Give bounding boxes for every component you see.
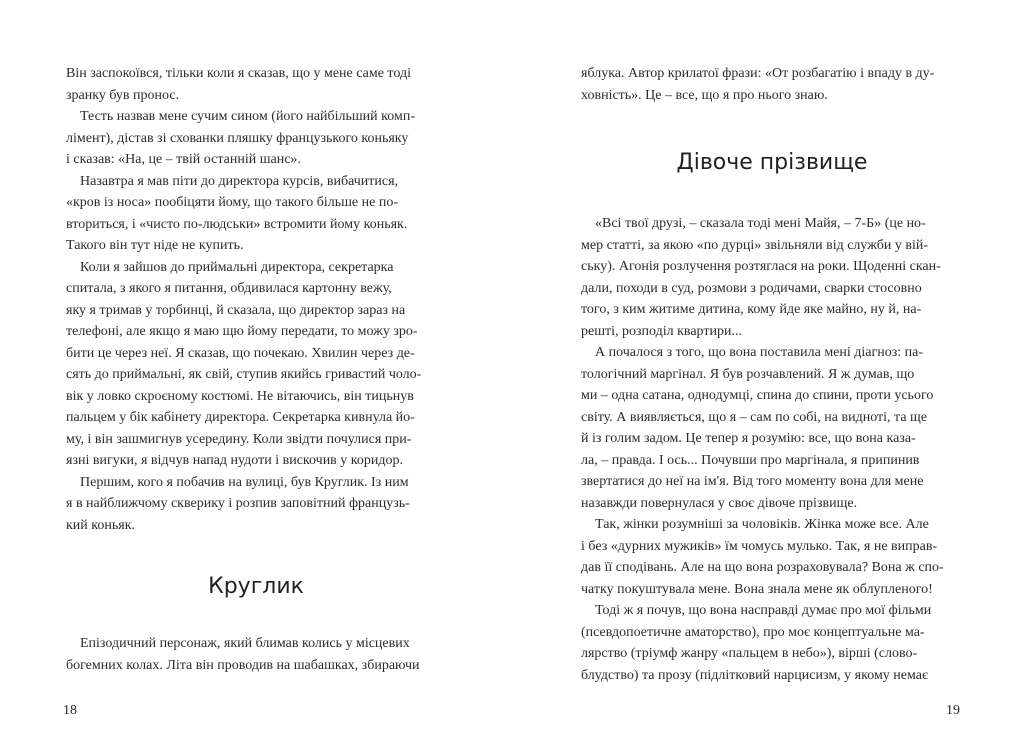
text-line: решті, розподіл квартири... — [581, 323, 742, 339]
text-line: світу. А виявляється, що я – сам по собі, на видноті, та ще — [581, 409, 928, 425]
text-line: кий коньяк. — [66, 517, 135, 533]
text-line: (псевдопоетичне аматорство), про моє концептуальне ма- — [581, 624, 925, 640]
text-line: богемних колах. Літа він проводив на шабашках, збираючи — [66, 657, 420, 673]
page-number-left: 18 — [63, 703, 77, 718]
text-line: тологічний маргінал. Я був розчавлений. Я ж думав, що — [581, 366, 915, 382]
right-top-text — [581, 63, 963, 106]
text-line: вториться, і «чисто по-людськи» встромити йому коньяк. — [66, 216, 408, 232]
text-line: му, і він зашмигнув усередину. Коли звідти почулися при- — [66, 431, 412, 447]
text-line: й із голим задом. Це тепер я розумію: все, що вона каза- — [581, 431, 916, 446]
text-line: і сказав: «На, це – твій останній шанс». — [66, 152, 301, 167]
text-line: я в найближчому скверику і розпив заповітний французь- — [66, 496, 410, 511]
text-line: вік у ловко скроєному костюмі. Не вітаючись, він тицьнув — [66, 388, 414, 404]
text-line: ла, – правда. І ось... Почувши про маргінала, я припинив — [581, 452, 920, 468]
text-line: ховність». Це – все, що я про нього знаю. — [581, 87, 828, 103]
text-line: Коли я зайшов до приймальні директора, секретарка — [66, 259, 394, 275]
text-line: «Всі твої друзі, – сказала тоді мені Майя, – 7-Б» (це но- — [581, 216, 926, 231]
text-line: дав її сподівань. Але на що вона розраховувала? Вона ж спо- — [581, 560, 944, 575]
text-line: спитала, з якого я питання, обдивилася картонну вежу, — [66, 281, 392, 296]
section-heading-divoche-prizvyshche: Дівоче прізвище — [676, 150, 868, 175]
text-line: яку я тримав у торбинці, й сказала, що директор зараз на — [66, 302, 406, 318]
text-line: пальцем у бік кабінету директора. Секретарка кивнула йо- — [66, 410, 415, 425]
page-number-right: 19 — [946, 703, 960, 718]
text-line: бити це через неї. Я сказав, що почекаю. Хвилин через де- — [66, 345, 415, 361]
text-line: блудство) та прозу (підлітковий нарцисизм, у якому немає — [581, 667, 928, 683]
text-line: Назавтра я мав піти до директора курсів, вибачитися, — [66, 173, 399, 189]
text-line: ську). Агонія розлучення розтяглася на роки. Щоденні скан- — [581, 259, 941, 274]
section-heading-kruhlyk: Круглик — [208, 574, 304, 599]
text-line: лярство (тріумф жанру «пальцем в небо»), вірші (слово- — [581, 646, 918, 661]
text-line: сять до приймальні, як свій, ступив якийсь гривастий чоло- — [66, 367, 422, 382]
text-line: Такого він тут ніде не купить. — [66, 238, 244, 253]
text-line: того, з ким житиме дитина, кому йде яке майно, ну й, на- — [581, 302, 922, 317]
text-line: назавжди повернулася у своє дівоче прізвище. — [581, 495, 858, 511]
text-line: дали, походи в суд, розмови з родичами, сварки стосовно — [581, 280, 922, 296]
text-line: яблука. Автор крилатої фрази: «От розбагатію і впаду в ду- — [581, 66, 935, 81]
text-line: Першим, кого я побачив на вулиці, був Круглик. Із ним — [66, 474, 409, 490]
text-line: Так, жінки розумніші за чоловіків. Жінка може все. Але — [581, 517, 929, 532]
text-line: звертатися до неї на ім'я. Від того моменту вона для мене — [581, 474, 924, 489]
text-line: лімент), дістав зі схованки пляшку французького коньяку — [66, 130, 409, 146]
text-line: ми – одна сатана, однодумці, спина до спини, проти усього — [581, 388, 934, 403]
text-line: телефоні, але якщо я маю щю йому передати, то можу зро- — [66, 324, 418, 339]
right-page — [512, 0, 1024, 752]
right-body-text — [581, 213, 963, 686]
text-line: язні вигуки, я відчув напад нудоти і вискочив у коридор. — [66, 453, 403, 468]
left-body-text — [66, 63, 446, 536]
text-line: і без «дурних мужиків» їм чомусь мулько. Так, я не виправ- — [581, 538, 938, 554]
text-line: Він заспокоївся, тільки коли я сказав, що у мене саме тоді — [66, 66, 411, 81]
text-line: мер статті, за якою «по дурці» звільняли від служби у вій- — [581, 237, 928, 253]
text-line: Тоді ж я почув, що вона насправді думає про мої фільми — [581, 603, 932, 618]
text-line: зранку був пронос. — [66, 87, 180, 103]
text-line: А почалося з того, що вона поставила мені діагноз: па- — [581, 345, 924, 360]
text-line: Тесть назвав мене сучим сином (його найбільший комп- — [66, 109, 416, 124]
text-line: Епізодичний персонаж, який блимав колись у місцевих — [66, 636, 410, 651]
text-line: чатку покуштувала мене. Вона знала мене як облупленого! — [581, 581, 933, 597]
left-section-text — [66, 633, 446, 676]
text-line: «кров із носа» пообіцяти йому, що такого більше не по- — [66, 195, 399, 210]
